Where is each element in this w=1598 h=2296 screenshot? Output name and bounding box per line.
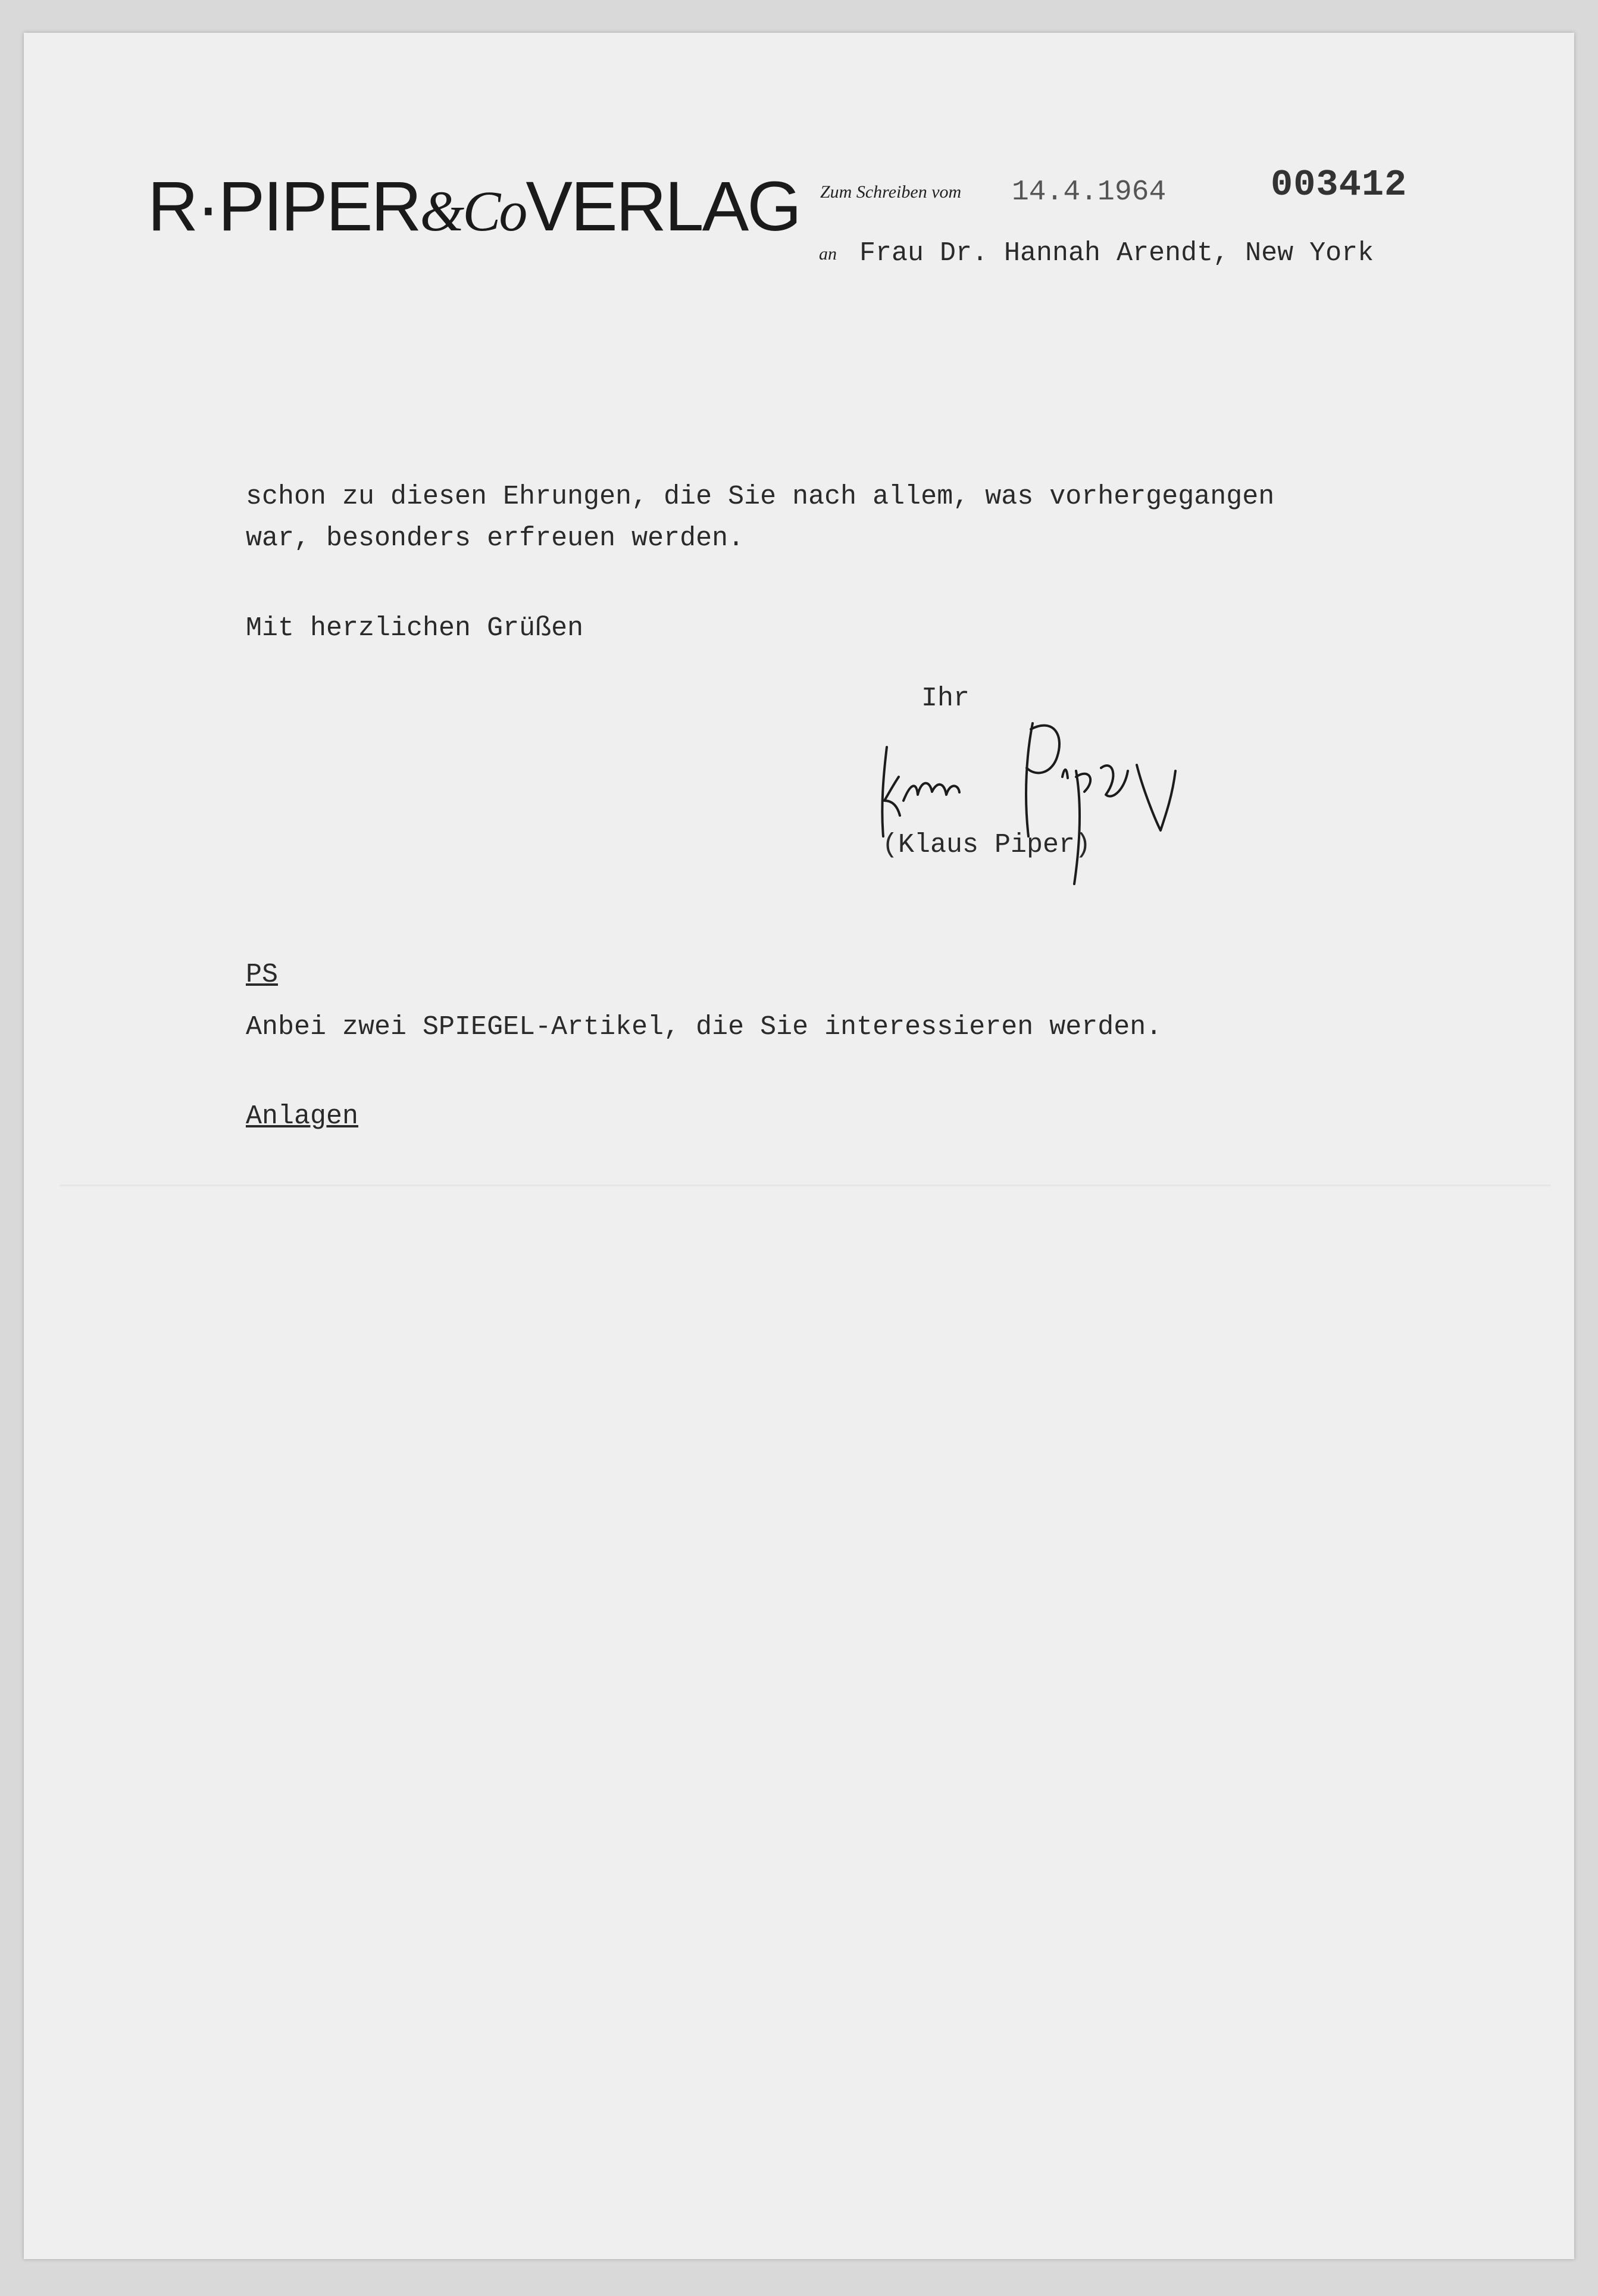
page-fold xyxy=(60,1185,1550,1187)
publisher-logo xyxy=(148,167,800,246)
enclosures-label: Anlagen xyxy=(246,1101,359,1132)
postscript-label: PS xyxy=(246,960,279,990)
recipient: Frau Dr. Hannah Arendt, New York xyxy=(859,238,1374,268)
postscript-text: Anbei zwei SPIEGEL-Artikel, die Sie interessieren werden. xyxy=(246,1012,1162,1042)
recipient-label: an xyxy=(819,244,837,264)
logo-amp: &Co xyxy=(420,179,526,243)
logo-prefix: R·PIPER xyxy=(148,167,420,246)
handwritten-signature xyxy=(875,711,1220,908)
date-label: Zum Schreiben vom xyxy=(820,182,962,202)
document-number: 003412 xyxy=(1271,164,1408,206)
letter-date: 14.4.1964 xyxy=(1012,176,1167,208)
letter-body xyxy=(246,476,1274,560)
logo-suffix: VERLAG xyxy=(526,167,800,246)
body-line: war, besonders erfreuen werden. xyxy=(246,523,745,554)
body-line: schon zu diesen Ehrungen, die Sie nach allem, was vorhergegangen xyxy=(246,482,1275,512)
valediction: Ihr xyxy=(921,683,970,714)
closing: Mit herzlichen Grüßen xyxy=(246,613,584,643)
signer-name: (Klaus Piper) xyxy=(882,830,1092,860)
letter-page xyxy=(24,33,1574,2259)
